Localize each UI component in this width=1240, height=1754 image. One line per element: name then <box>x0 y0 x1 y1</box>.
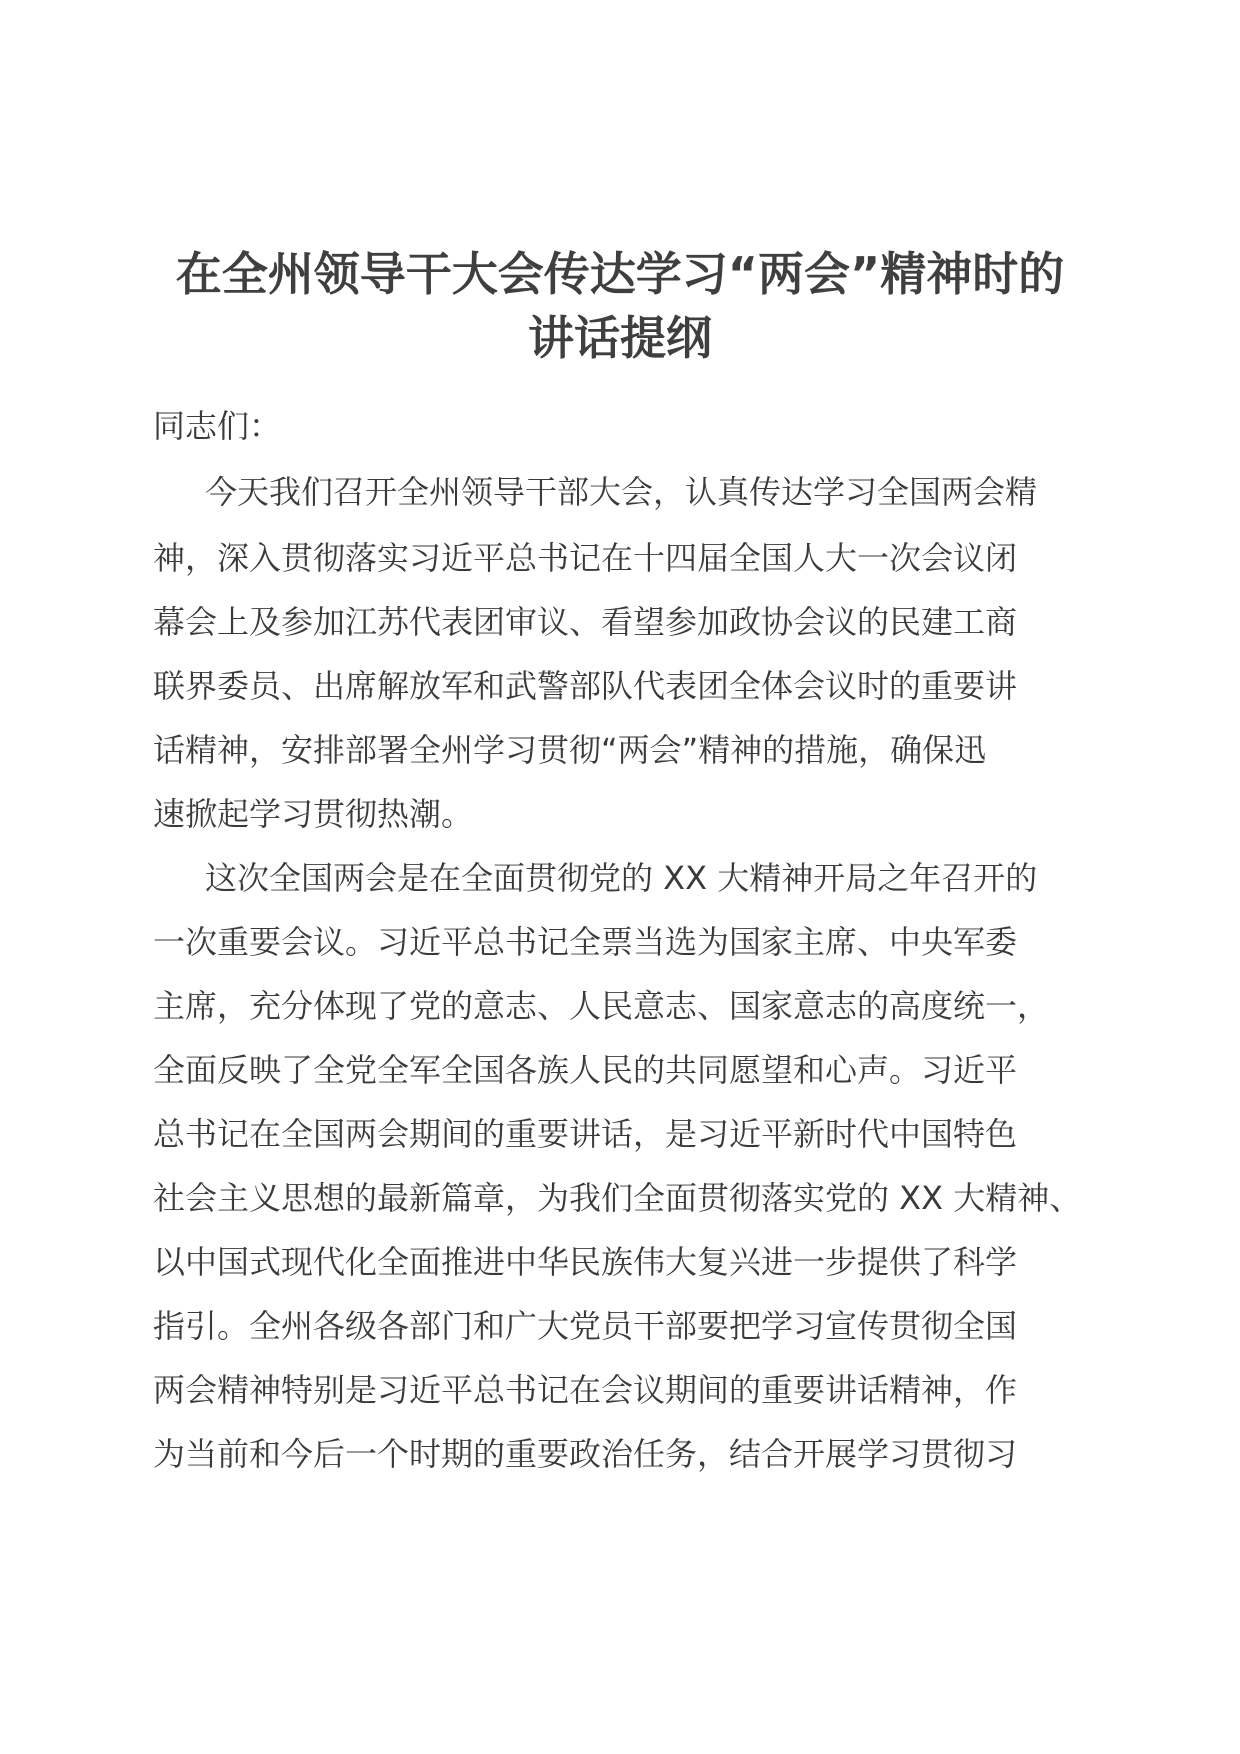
paragraph-2-line: 指引。全州各级各部门和广大党员干部要把学习宣传贯彻全国 <box>153 1307 1018 1345</box>
paragraph-2-line: 一次重要会议。习近平总书记全票当选为国家主席、中央军委 <box>153 923 1018 961</box>
paragraph-2-line: 为当前和今后一个时期的重要政治任务，结合开展学习贯彻习 <box>153 1435 1018 1473</box>
paragraph-1-line: 速掀起学习贯彻热潮。 <box>153 795 474 833</box>
paragraph-1-line: 联界委员、出席解放军和武警部队代表团全体会议时的重要讲 <box>153 667 1018 705</box>
paragraph-2-line: 主席，充分体现了党的意志、人民意志、国家意志的高度统一， <box>153 987 1050 1025</box>
paragraph-2-line: 两会精神特别是习近平总书记在会议期间的重要讲话精神，作 <box>153 1371 1018 1409</box>
paragraph-1-line: 话精神，安排部署全州学习贯彻“两会”精神的措施，确保迅 <box>153 731 987 769</box>
paragraph-2-line: 全面反映了全党全军全国各族人民的共同愿望和心声。习近平 <box>153 1051 1018 1089</box>
paragraph-2-line: 社会主义思想的最新篇章，为我们全面贯彻落实党的 XX 大精神、 <box>153 1179 1082 1217</box>
salutation: 同志们： <box>153 407 282 445</box>
paragraph-1-line: 神，深入贯彻落实习近平总书记在十四届全国人大一次会议闭 <box>153 539 1018 577</box>
paragraph-1-line: 幕会上及参加江苏代表团审议、看望参加政协会议的民建工商 <box>153 603 1018 641</box>
paragraph-2-line: 总书记在全国两会期间的重要讲话，是习近平新时代中国特色 <box>153 1115 1018 1153</box>
paragraph-1-line: 今天我们召开全州领导干部大会，认真传达学习全国两会精 <box>205 473 1038 511</box>
document-title-line-1: 在全州领导干大会传达学习“两会”精神时的 <box>175 247 1065 301</box>
document-title-line-2: 讲话提纲 <box>528 311 712 365</box>
paragraph-2-line: 这次全国两会是在全面贯彻党的 XX 大精神开局之年召开的 <box>205 859 1038 897</box>
paragraph-2-line: 以中国式现代化全面推进中华民族伟大复兴进一步提供了科学 <box>153 1243 1018 1281</box>
